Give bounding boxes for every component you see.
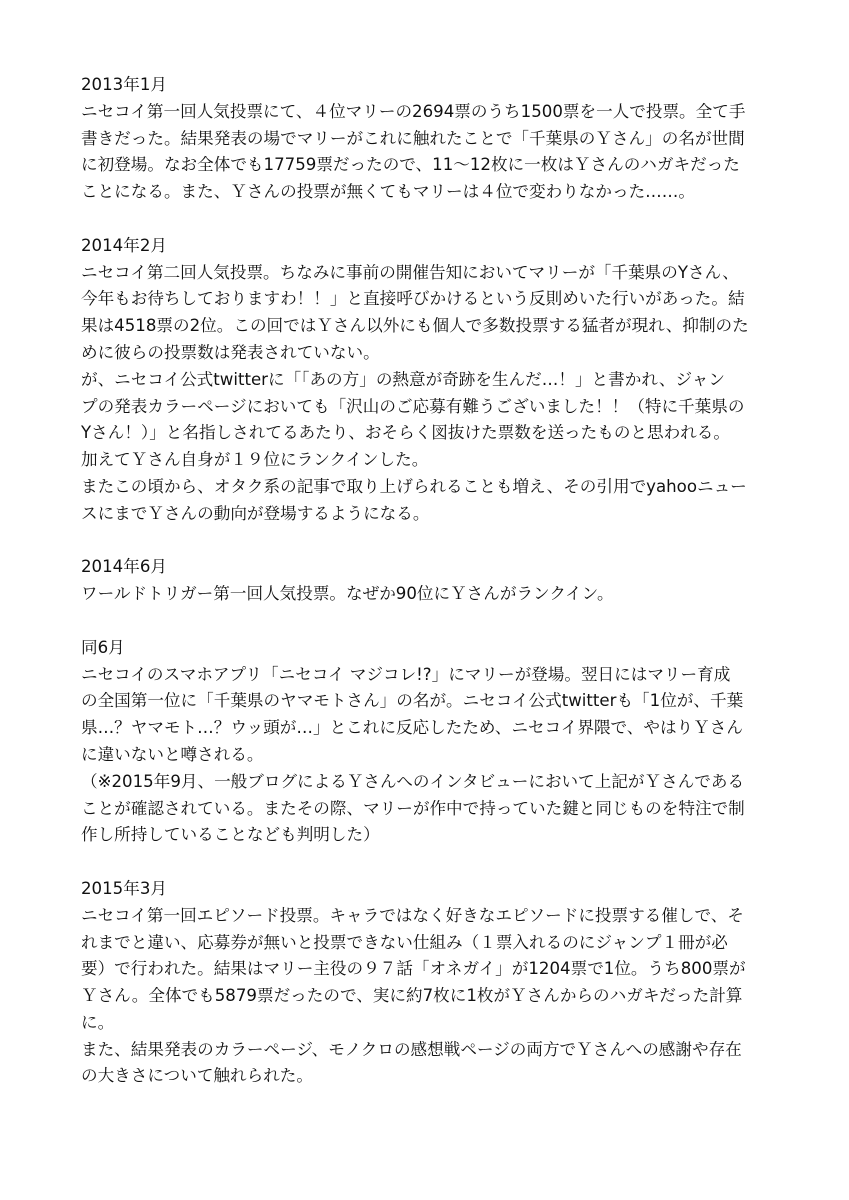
entry-text-line: ニセコイ第二回人気投票。ちなみに事前の開催告知においてマリーが「千葉県のYさん、 xyxy=(81,262,739,282)
entry-text-line: 作し所持していることなども判明した） xyxy=(81,825,380,845)
entry-text-line: ニセコイのスマホアプリ「ニセコイ マジコレ!?」にマリーが登場。翌日にはマリー育成 xyxy=(81,664,731,684)
entry-text-line: に初登場。なお全体でも17759票だったので、11～12枚に一枚はＹさんのハガキだった xyxy=(81,155,740,175)
entry-text-line: ニセコイ第一回エピソード投票。キャラではなく好きなエピソードに投票する催しで、そ xyxy=(81,905,744,925)
entry-text-line: 要）で行われた。結果はマリー主役の９７話「オネガイ」が1204票で1位。うち800票が xyxy=(81,959,746,979)
entry-text-line: が、ニセコイ公式twitterに「「あの方」の熱意が奇跡を生んだ…！」と書かれ、ジャン xyxy=(81,369,725,389)
entry-text-line: 果は4518票の2位。この回ではＹさん以外にも個人で多数投票する猛者が現れ、抑制のた xyxy=(81,316,749,336)
entry-text-line: （※2015年9月、一般ブログによるＹさんへのインタビューにおいて上記がＹさんである xyxy=(81,771,745,791)
entry-text-line: スにまでＹさんの動向が登場するようになる。 xyxy=(81,503,430,523)
entry-text-line: に。 xyxy=(81,1012,115,1032)
entry-text-line: ことになる。また、Ｙさんの投票が無くてもマリーは４位で変わりなかった……。 xyxy=(81,182,695,202)
entry-text-line: ワールドトリガー第一回人気投票。なぜか90位にＹさんがランクイン。 xyxy=(81,584,614,604)
timeline-entry-2015-03 xyxy=(81,876,781,1090)
entry-date: 2014年6月 xyxy=(81,557,167,577)
entry-date: 2013年1月 xyxy=(81,75,167,94)
entry-date: 同6月 xyxy=(81,637,125,657)
entry-text-line: 加えてＹさん自身が１９位にランクインした。 xyxy=(81,450,429,470)
timeline-entry-same-06 xyxy=(81,635,781,849)
entry-text-line: Yさん！）」と名指しされてるあたり、おそらく図抜けた票数を送ったものと思われる。 xyxy=(81,423,730,443)
timeline-entry-2014-02 xyxy=(81,233,781,528)
entry-text-line: 書きだった。結果発表の場でマリーがこれに触れたことで「千葉県のＹさん」の名が世間 xyxy=(81,128,745,148)
document-page xyxy=(81,72,781,1117)
entry-text-line: 今年もお待ちしておりますわ！！」と直接呼びかけるという反則めいた行いがあった。結 xyxy=(81,289,745,309)
entry-text-line: の全国第一位に「千葉県のヤマモトさん」の名が。ニセコイ公式twitterも「1位が、千葉 xyxy=(81,691,744,711)
entry-text-line: Ｙさん。全体でも5879票だったので、実に約7枚に1枚がＹさんからのハガキだった計算 xyxy=(81,986,743,1006)
entry-text-line: れまでと違い、応募券が無いと投票できない仕組み（１票入れるのにジャンプ１冊が必 xyxy=(81,932,728,952)
entry-text-line: ニセコイ第一回人気投票にて、４位マリーの2694票のうち1500票を一人で投票。全て手 xyxy=(81,101,746,121)
entry-text-line: 県…？ヤマモト…？ウッ頭が…」とこれに反応したため、ニセコイ界隈で、やはりＹさん xyxy=(81,718,743,738)
entry-date: 2015年3月 xyxy=(81,878,167,898)
entry-text-line: プの発表カラーページにおいても「沢山のご応募有難うございました！！（特に千葉県の xyxy=(81,396,745,416)
entry-text-line: またこの頃から、オタク系の記事で取り上げられることも増え、その引用でyahooニュー xyxy=(81,476,747,496)
entry-date: 2014年2月 xyxy=(81,235,167,255)
entry-text-line: また、結果発表のカラーページ、モノクロの感想戦ページの両方でＹさんへの感謝や存在 xyxy=(81,1039,742,1059)
entry-text-line: の大きさについて触れられた。 xyxy=(81,1066,313,1086)
timeline-entry-2014-06 xyxy=(81,554,781,608)
entry-text-line: に違いないと噂される。 xyxy=(81,744,264,764)
entry-text-line: ことが確認されている。またその際、マリーが作中で持っていた鍵と同じものを特注で制 xyxy=(81,798,745,818)
entry-text-line: めに彼らの投票数は発表されていない。 xyxy=(81,342,380,362)
timeline-entry-2013-01 xyxy=(81,72,781,206)
